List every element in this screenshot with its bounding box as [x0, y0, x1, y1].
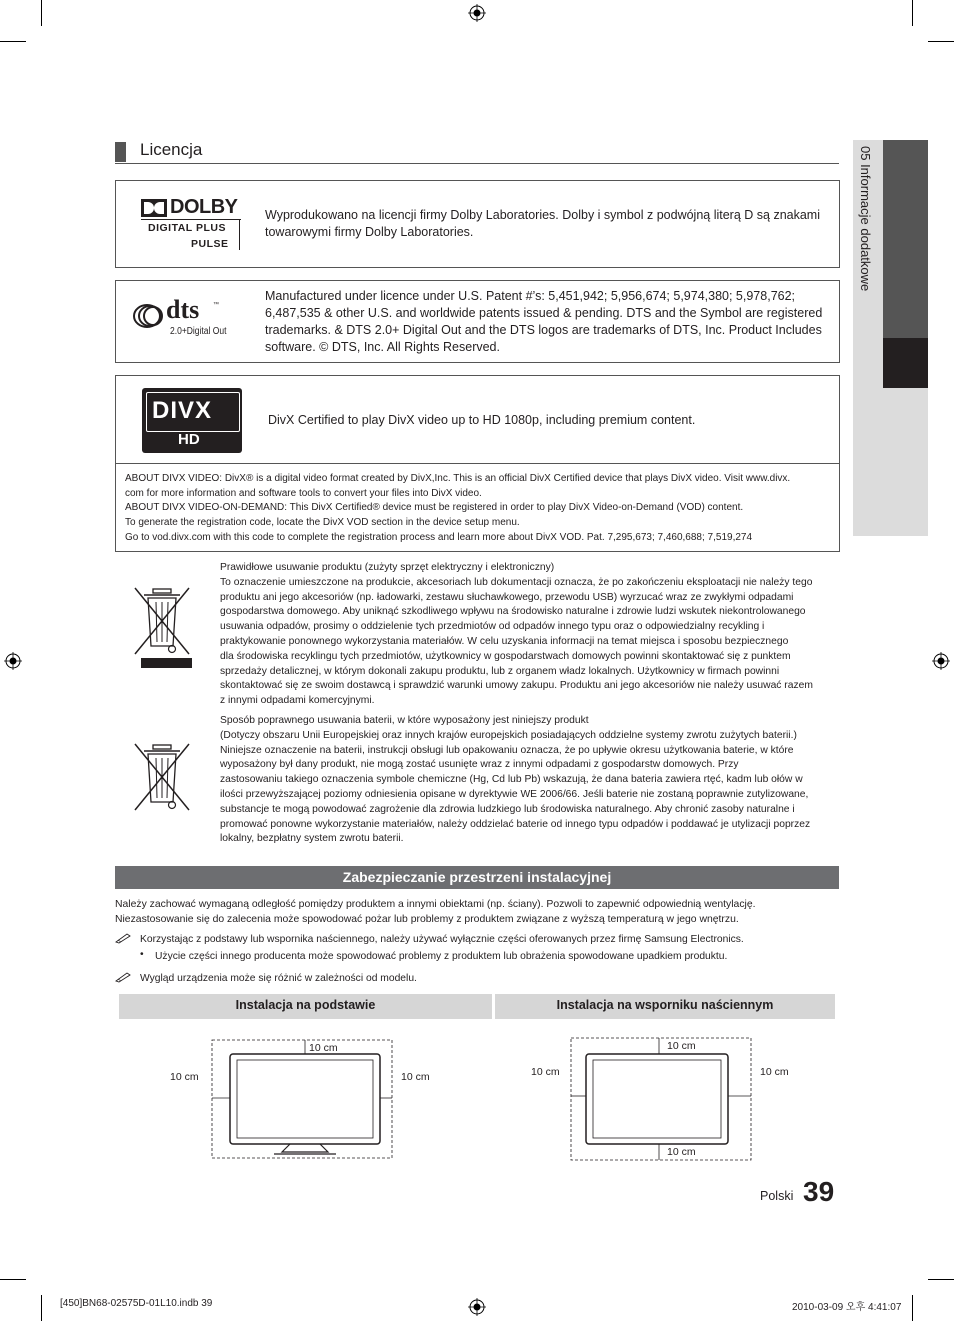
dts-symbol-icon [133, 303, 169, 329]
registration-mark-icon [4, 652, 22, 670]
weee-line: gospodarstwa domowego. Aby uniknąć szkodliwego wpływu na środowisko naturalne i zdrowie ludzi wskutek niekontrolowanego [220, 606, 806, 618]
registration-mark-icon [468, 1298, 486, 1316]
install-para-line: Należy zachować wymaganą odległość pomiędzy produktem a innymi obiektami (np. ściany). Pozwoli to zapewnić odpowiednią wentylację. [115, 899, 756, 910]
side-tab-label: 05 Informacje dodatkowe [858, 146, 873, 292]
side-tab-marker [883, 338, 928, 388]
weee-line: praktykowanie ponownego wykorzystania materiałów. W celu uzyskania informacji na temat miejsca i sposobu bezpiecznego [220, 635, 789, 647]
weee-line: sprzedaży detalicznej, w którym dokonali zakupu produktu, lub z organem władz lokalnych. Użytkownicy w firmach powinni [220, 665, 780, 677]
dolby-license-text: Wyprodukowano na licencji firmy Dolby Laboratories. Dolby i symbol z podwójną literą D są znakami towarowymi firmy Dolby Laboratories. [265, 208, 820, 239]
dim-right-label: 10 cm [401, 1071, 430, 1083]
divx-logo [142, 388, 242, 453]
weee-line: usuwania odpadów, prosimy o oddzielenie tych przedmiotów od odpadów innego typu oraz o odpowiedzialny recykling i [220, 621, 765, 633]
battery-line: wyposażony był dany produkt, nie mogą zostać usunięte wraz z innymi odpadami z gospodarstw domowych. Przy [220, 759, 739, 771]
page-language: Polski [760, 1189, 794, 1203]
battery-line: ilości przewyższającej poziomy odniesienia opisane w dyrektywie WE 2006/66. Jeśli baterie nie zostaną poprawnie zutylizowane, [220, 788, 809, 800]
dim-left-label: 10 cm [170, 1071, 199, 1083]
battery-section [220, 714, 834, 847]
dts-trademark: ™ [213, 302, 219, 308]
crop-mark [41, 0, 42, 26]
column-stand-heading: Instalacja na podstawie [119, 994, 492, 1019]
weee-line: To oznaczenie umieszczone na produkcie, akcesoriach lub dokumentacji oznacza, że po zakończeniu eksploatacji nie należy tego [220, 576, 813, 588]
weee-line: z innymi odpadami komercyjnymi. [220, 695, 375, 707]
install-note-1: Korzystając z podstawy lub wspornika naściennego, należy używać wyłącznie części oferowanych przez firmę Samsung Electronics. [140, 934, 744, 945]
dts-logo [133, 295, 243, 342]
weee-line: dla środowiska recyklingu tych przedmiotów, użytkownicy w gospodarstwach domowych powinni skontaktować się z punktem [220, 650, 791, 662]
footer-file-info: [450]BN68-02575D-01L10.indb 39 [60, 1298, 213, 1309]
dim-bottom-label: 10 cm [667, 1146, 696, 1158]
crop-mark [0, 41, 26, 42]
battery-line: zastosowaniu takiego oznaczenia symbole chemiczne (Hg, Cd lub Pb) wskazują, że dana bateria zawiera rtęć, kadm lub ołów w [220, 774, 803, 786]
divx-license-text: DivX Certified to play DivX video up to HD 1080p, including premium content. [268, 413, 696, 427]
dts-logo-text: dts [166, 295, 200, 324]
dolby-logo-rule [239, 220, 240, 250]
battery-line: (Dotyczy obszaru Unii Europejskiej oraz innych krajów europejskich posiadających oddzielne systemy zwrotu zużytych baterii.) [220, 729, 797, 741]
section-marker [115, 142, 126, 162]
dim-right-label: 10 cm [760, 1066, 789, 1078]
dim-top-label: 10 cm [309, 1042, 338, 1054]
install-paragraph [115, 897, 839, 927]
registration-mark-icon [468, 4, 486, 22]
dts-license-text: Manufactured under licence under U.S. Patent #’s: 5,451,942; 5,956,674; 5,974,380; 5,978,762; 6,487,535 & other U.S. and worldwide patents issued & pending. DTS and the Symbol are registered trademarks. & DTS 2.0+ Digital Out and the DTS logos are trademarks of DTS, Inc. Product Includes software. © DTS, Inc. All Rights Reserved. [265, 289, 823, 354]
footer-timestamp: 2010-03-09 오후 4:41:07 [792, 1302, 902, 1313]
section-divider [115, 163, 839, 164]
wall-clearance-diagram [531, 1036, 796, 1162]
install-bullet-1: Użycie części innego producenta może spowodować problemy z produktem lub obrażenia spowodowane upadkiem produktu. [155, 951, 728, 962]
install-note-2: Wygląd urządzenia może się różnić w zależności od modelu. [140, 973, 417, 984]
crossed-bin-icon [132, 586, 192, 670]
divx-about-line: Go to vod.divx.com with this code to complete the registration process and learn more about DivX VOD. Pat. 7,295,673; 7,460,688; 7,519,274 [125, 531, 753, 543]
crop-mark [912, 1295, 913, 1321]
dolby-double-d-icon [141, 199, 167, 217]
bullet-icon: • [140, 949, 144, 960]
stand-clearance-diagram [170, 1038, 440, 1160]
note-pencil-icon [115, 932, 132, 944]
weee-line: produktu ani jego akcesoriów (np. ładowarki, zestawu słuchawkowego, przewodu USB) wyrzucać wraz ze zwykłymi odpadami [220, 591, 794, 603]
crop-mark [41, 1295, 42, 1321]
column-wall-heading: Instalacja na wsporniku naściennym [495, 994, 835, 1019]
battery-line: promować ponowne wykorzystanie materiałów, należy oddzielać baterie od innego typu odpadów i poddawać je utylizacji poprzez [220, 818, 811, 830]
registration-mark-icon [932, 652, 950, 670]
divx-about-line: ABOUT DIVX VIDEO: DivX® is a digital video format created by DivX,Inc. This is an official DivX Certified device that plays DivX video. Visit www.divx. [125, 473, 791, 484]
divx-about [125, 472, 831, 546]
dim-left-label: 10 cm [531, 1066, 560, 1078]
dolby-logo [141, 198, 241, 252]
install-heading: Zabezpieczanie przestrzeni instalacyjnej [115, 866, 839, 889]
divx-box-divider [115, 463, 839, 464]
battery-title: Sposób poprawnego usuwania baterii, w które wyposażony jest niniejszy produkt [220, 715, 589, 726]
page-number: 39 [803, 1176, 835, 1207]
divx-about-line: ABOUT DIVX VIDEO-ON-DEMAND: This DivX Certified® device must be registered in order to play DivX Video-on-Demand (VOD) content. [125, 502, 744, 514]
battery-line: Niniejsze oznaczenie na baterii, instrukcji obsługi lub opakowaniu oznacza, że po upływie okresu użytkowania baterie, w które [220, 744, 794, 756]
battery-line: substancje te mogą powodować zagrożenie dla zdrowia ludzkiego lub środowiska naturalnego. Aby chronić zasoby naturalne i [220, 803, 795, 815]
divx-about-line: com for more information and software tools to convert your files into DivX video. [125, 487, 482, 499]
dts-logo-sub: 2.0+Digital Out [170, 326, 227, 337]
section-title: Licencja [140, 140, 203, 159]
crossed-battery-bin-icon [132, 742, 192, 812]
side-tab-dark [883, 140, 928, 338]
crop-mark [912, 0, 913, 26]
wall-tv-drawing [531, 1036, 796, 1162]
crop-mark [928, 1279, 954, 1280]
weee-line: skontaktować się ze swoim dostawcą i sprawdzić warunki umowy zakupu. Produktu ani jego akcesoriów nie należy usuwać razem [220, 680, 813, 692]
dolby-logo-rule [141, 219, 241, 220]
side-tab-light [883, 388, 928, 536]
dim-top-label: 10 cm [667, 1040, 696, 1052]
stand-tv-drawing [170, 1038, 440, 1160]
dolby-logo-sub2: PULSE [191, 238, 229, 250]
install-para-line: Niezastosowanie się do zalecenia może spowodować pożar lub problemy z produktem związane z wyższą temperaturą w jego wnętrzu. [115, 914, 739, 925]
note-pencil-icon [115, 971, 132, 983]
crop-mark [928, 41, 954, 42]
dolby-logo-sub1: DIGITAL PLUS [148, 222, 226, 234]
divx-about-line: To generate the registration code, locate the DivX VOD section in the device setup menu. [125, 517, 520, 529]
divx-logo-sub: HD [178, 431, 200, 448]
divx-logo-text: DIVX [152, 397, 213, 424]
crop-mark [0, 1279, 26, 1280]
weee-title: Prawidłowe usuwanie produktu (zużyty sprzęt elektryczny i elektroniczny) [220, 562, 555, 573]
dolby-logo-text: DOLBY [170, 196, 238, 218]
battery-line: lokalny, bezpłatny system zwrotu baterii. [220, 833, 404, 845]
weee-section [220, 561, 834, 709]
